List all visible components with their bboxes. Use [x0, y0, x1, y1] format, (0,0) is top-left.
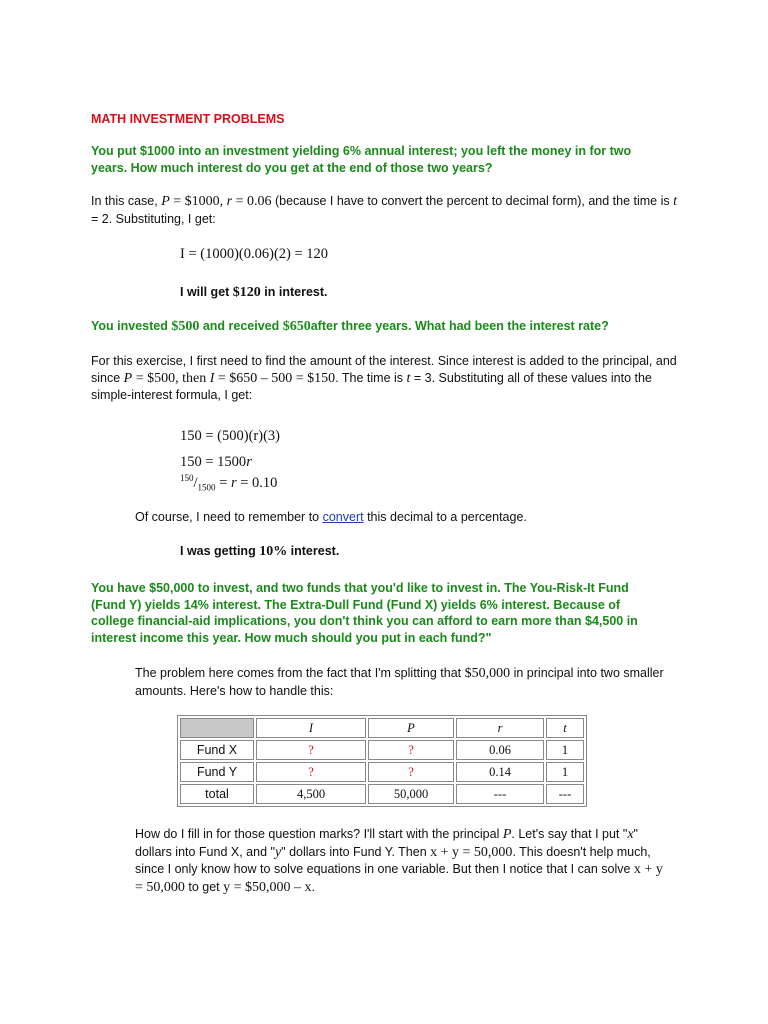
table-header-cell: t	[546, 718, 584, 738]
table-cell: 1	[546, 740, 584, 760]
table-header-cell	[180, 718, 254, 738]
table-header-cell: r	[456, 718, 544, 738]
solution-2-text: For this exercise, I first need to find the amount of the interest. Since interest is added to the principal, and since P = $500, then I = $650 – 500 = $150. The time is t = 3. Substituting all of these values into the simple-interest formula, I get:	[91, 354, 677, 402]
page-title: MATH INVESTMENT PROBLEMS	[91, 112, 285, 126]
table-cell: Fund X	[180, 740, 254, 760]
table-cell: ---	[546, 784, 584, 804]
table-cell: ?	[256, 762, 366, 782]
table-cell: 50,000	[368, 784, 454, 804]
fund-table	[177, 715, 587, 807]
table-cell: ---	[456, 784, 544, 804]
table-header-cell: I	[256, 718, 366, 738]
equation-1: I = (1000)(0.06)(2) = 120	[180, 246, 329, 262]
solution-3-intro: The problem here comes from the fact that I'm splitting that $50,000 in principal into two smaller amounts. Here's how to handle this:	[135, 666, 664, 698]
question-1: You put $1000 into an investment yielding 6% annual interest; you left the money in for two years. How much interest do you get at the end of those two years?	[91, 144, 632, 175]
solution-3-text: How do I fill in for those question marks? I'll start with the principal P. Let's say that I put "x" dollars into Fund X, and "y" dollars into Fund Y. Then x + y = 50,000. This doesn't help much, since I only know how to solve equations in one variable. But then I notice that I can solve x + y = 50,000 to get y = $50,000 – x.	[135, 827, 663, 895]
table-row	[180, 740, 584, 760]
convert-link[interactable]: convert	[322, 510, 364, 524]
table-cell: total	[180, 784, 254, 804]
table-row	[180, 762, 584, 782]
answer-2: I was getting 10% interest.	[180, 544, 340, 559]
table-header-cell: P	[368, 718, 454, 738]
table-cell: 4,500	[256, 784, 366, 804]
equation-2b: 150 = 1500r	[180, 454, 252, 470]
question-3: You have $50,000 to invest, and two funds that you'd like to invest in. The You-Risk-It Fund (Fund Y) yields 14% interest. The Extra-Dull Fund (Fund X) yields 6% interest. Because of college financial-aid implications, you don't think you can afford to earn more than $4,500 in interest income this year. How much should you put in each fund?"	[91, 581, 638, 645]
table-cell: 1	[546, 762, 584, 782]
table-header-row	[180, 718, 584, 738]
equation-2c: $^{150}/_{1500} = r = 0.10$	[180, 473, 278, 493]
solution-1-intro: In this case, P = $1000, r = 0.06 (because I have to convert the percent to decimal form), and the time is t = 2. Substituting, I get:	[91, 194, 677, 226]
answer-1: I will get $120 in interest.	[180, 285, 328, 300]
equation-2a: 150 = (500)(r)(3)	[180, 428, 280, 444]
table-cell: Fund Y	[180, 762, 254, 782]
convert-note: Of course, I need to remember to convert this decimal to a percentage.	[135, 510, 527, 524]
table-cell: ?	[368, 740, 454, 760]
table-row	[180, 784, 584, 804]
table-cell: 0.14	[456, 762, 544, 782]
table-cell: ?	[368, 762, 454, 782]
question-2: You invested $500 and received $650after three years. What had been the interest rate?	[91, 319, 609, 334]
table-cell: 0.06	[456, 740, 544, 760]
table-cell: ?	[256, 740, 366, 760]
